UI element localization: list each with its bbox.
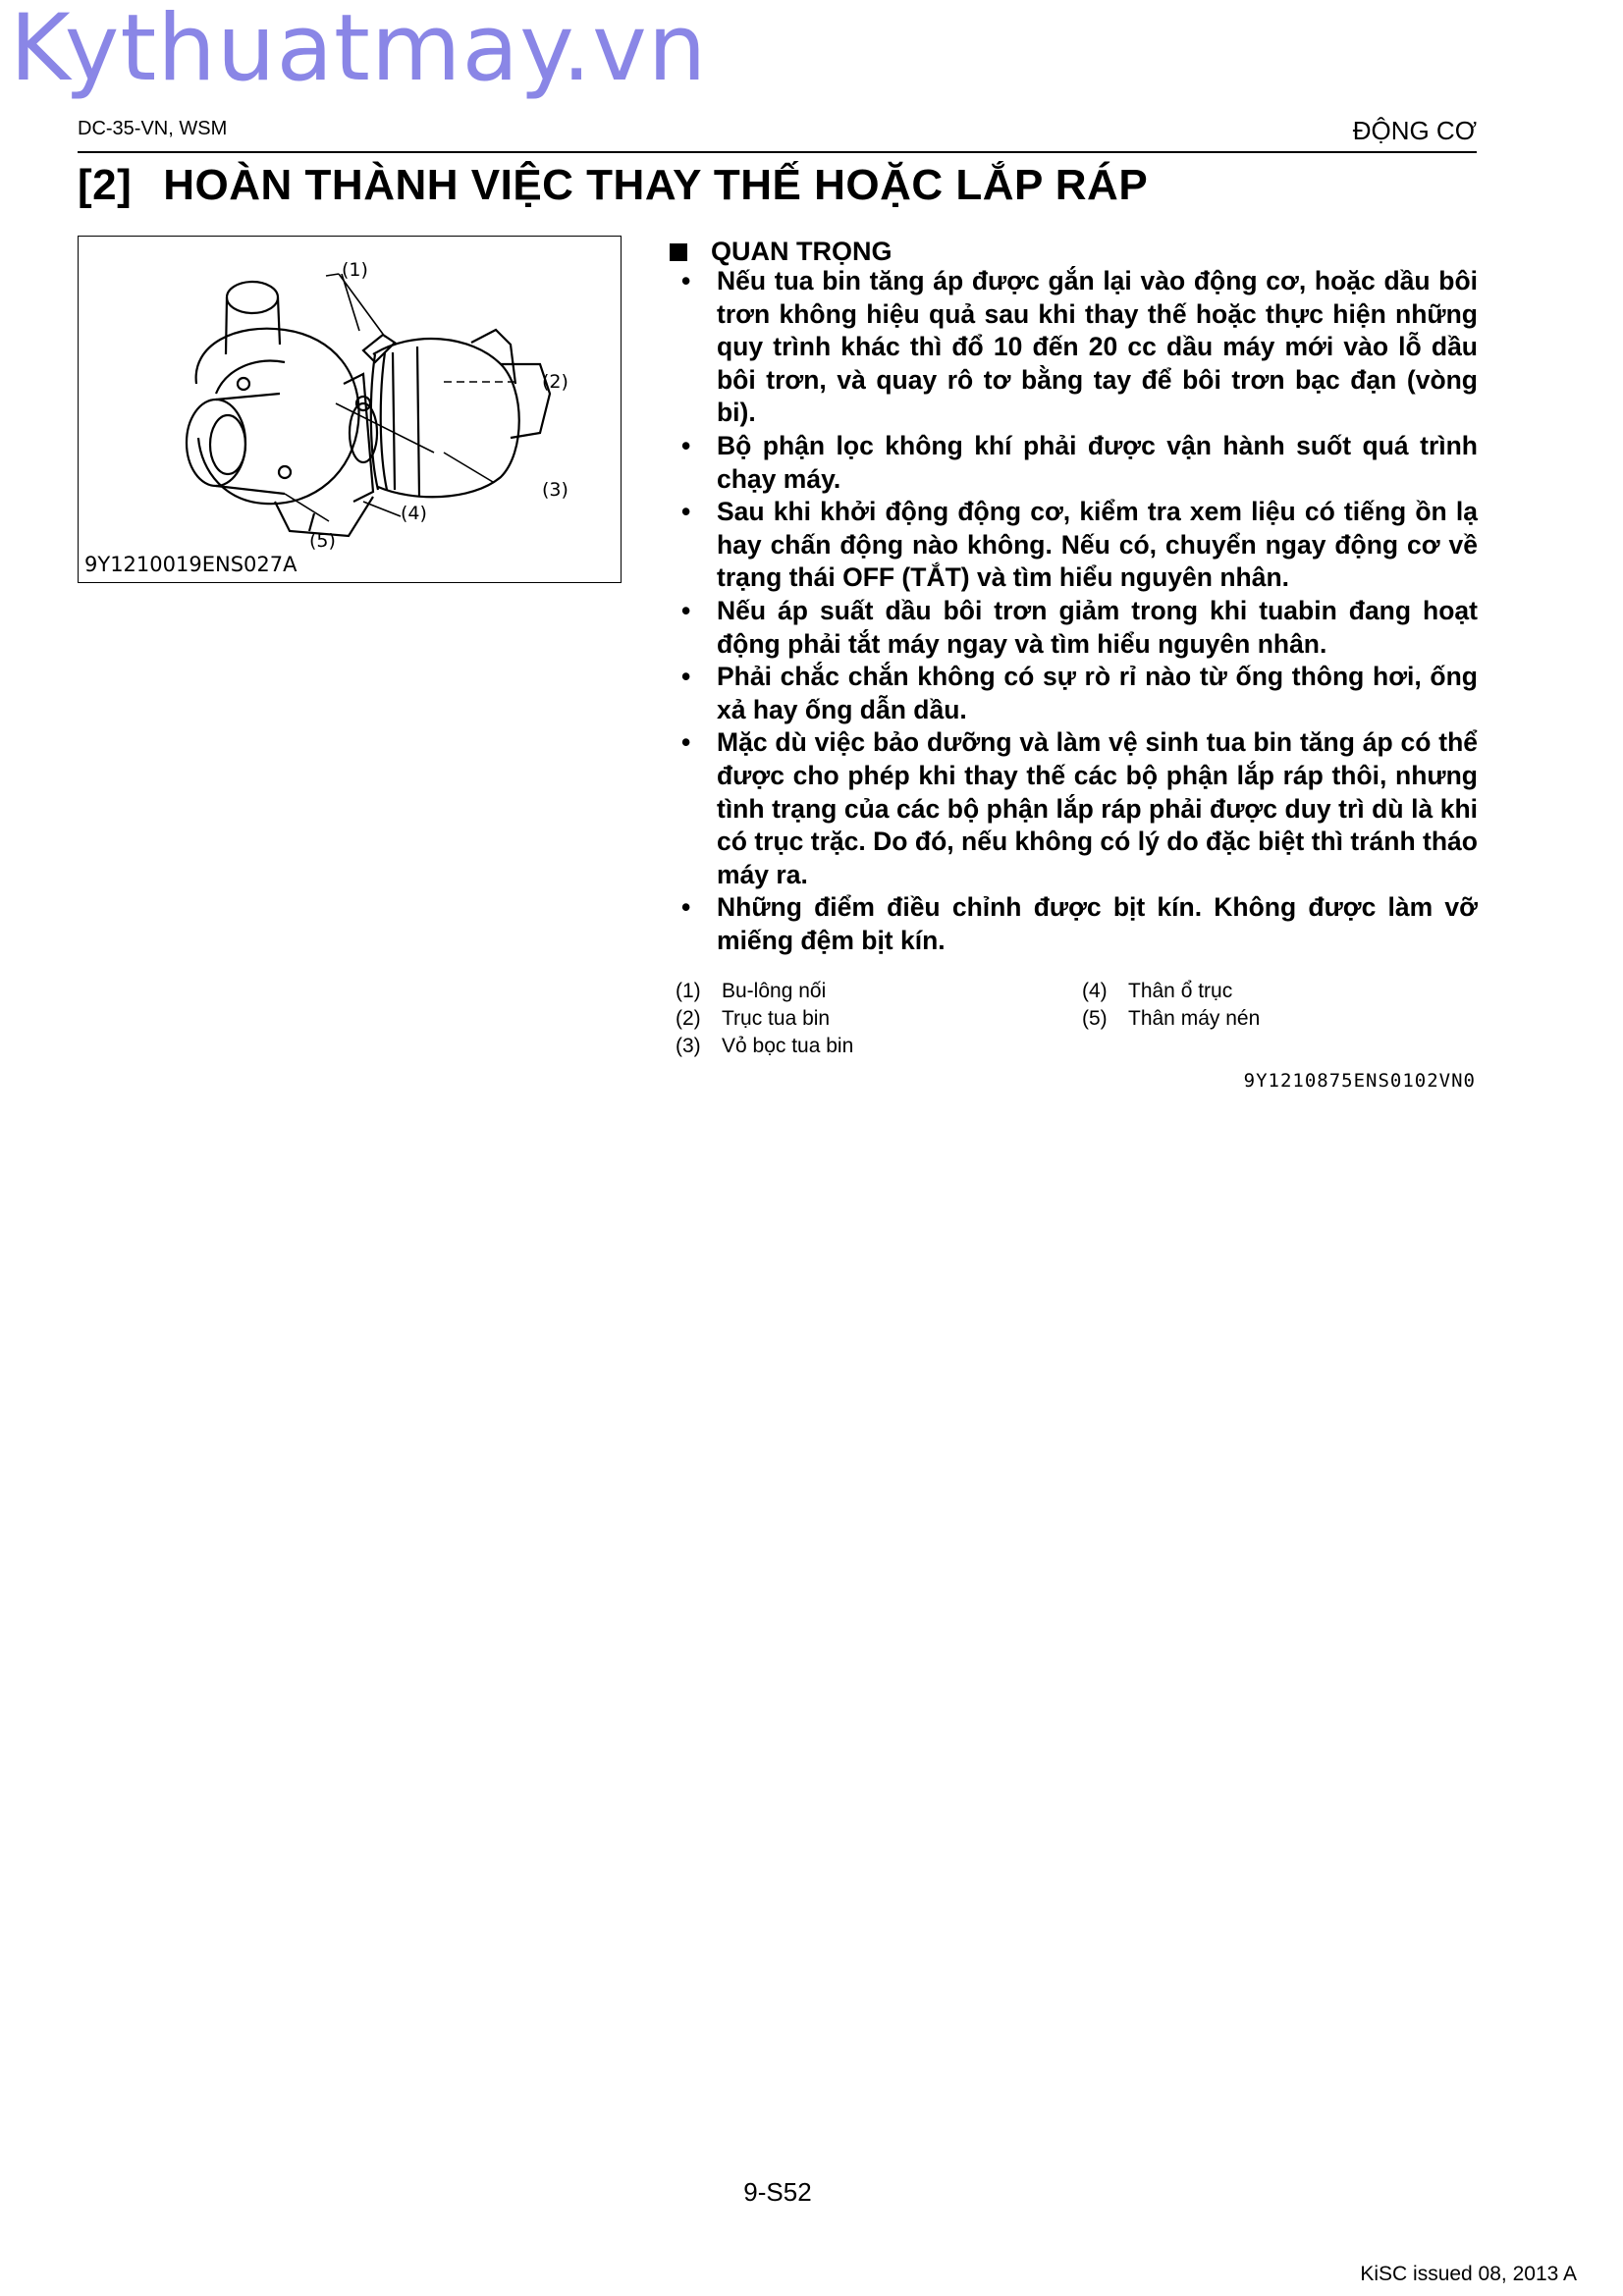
legend-label: Thân máy nén xyxy=(1128,1007,1261,1030)
list-item: • Bộ phận lọc không khí phải được vận hành suốt quá trình chạy máy. xyxy=(679,430,1478,496)
list-item: • Những điểm điều chỉnh được bịt kín. Không được làm vỡ miếng đệm bịt kín. xyxy=(679,891,1478,957)
turbocharger-drawing xyxy=(79,237,622,584)
page-number: 9-S52 xyxy=(743,2177,812,2207)
legend-right xyxy=(1082,978,1260,1033)
section-number: [2] xyxy=(78,161,133,209)
list-item: • Sau khi khởi động động cơ, kiểm tra xem liệu có tiếng ồn lạ hay chấn động nào không. Nếu có, chuyển ngay động cơ về trạng thái OFF (TẮT) và tìm hiểu nguyên nhân. xyxy=(679,496,1478,595)
callout-3: (3) xyxy=(542,479,568,501)
legend-row xyxy=(1082,1005,1260,1033)
section-title xyxy=(78,161,1148,210)
legend-label: Thân ổ trục xyxy=(1128,980,1233,1002)
figure-code: 9Y1210019ENS027A xyxy=(84,553,298,576)
list-item: • Nếu áp suất dầu bôi trơn giảm trong khi tuabin đang hoạt động phải tắt máy ngay và tìm hiểu nguyên nhân. xyxy=(679,595,1478,661)
important-list xyxy=(679,265,1478,957)
callout-4: (4) xyxy=(401,503,427,524)
header-divider xyxy=(78,151,1477,153)
legend-row xyxy=(676,978,853,1005)
list-item: • Phải chắc chắn không có sự rò rỉ nào từ ống thông hơi, ống xả hay ống dẫn dầu. xyxy=(679,661,1478,726)
square-bullet-icon xyxy=(670,243,687,261)
watermark: Kythuatmay.vn xyxy=(10,0,708,102)
section-title-text: HOÀN THÀNH VIỆC THAY THẾ HOẶC LẮP RÁP xyxy=(163,161,1149,209)
important-heading-text: QUAN TRỌNG xyxy=(711,237,893,266)
list-item: • Mặc dù việc bảo dưỡng và làm vệ sinh tua bin tăng áp có thể được cho phép khi thay thế các bộ phận lắp ráp thôi, nhưng tình trạng của các bộ phận lắp ráp phải được duy trì dù là khi có trục trặc. Do đó, nếu không có lý do đặc biệt thì tránh tháo máy ra. xyxy=(679,726,1478,891)
legend-number: (3) xyxy=(676,1035,701,1057)
callout-1: (1) xyxy=(342,259,368,281)
legend-row xyxy=(676,1033,853,1060)
legend-number: (4) xyxy=(1082,980,1108,1002)
legend-number: (1) xyxy=(676,980,701,1002)
legend-label: Trục tua bin xyxy=(722,1007,831,1030)
reference-code: 9Y1210875ENS0102VN0 xyxy=(1243,1070,1476,1092)
list-item: • Nếu tua bin tăng áp được gắn lại vào động cơ, hoặc dầu bôi trơn không hiệu quả sau khi thay thế hoặc thực hiện những quy trình khác thì đổ 10 đến 20 cc dầu máy mới vào lỗ dầu bôi trơn, và quay rô tơ bằng tay để bôi trơn bạc đạn (vòng bi). xyxy=(679,265,1478,430)
legend-number: (2) xyxy=(676,1007,701,1030)
important-heading xyxy=(670,237,893,267)
legend-row xyxy=(676,1005,853,1033)
footer-issue: KiSC issued 08, 2013 A xyxy=(1360,2263,1577,2285)
legend-number: (5) xyxy=(1082,1007,1108,1030)
legend-label: Bu-lông nối xyxy=(722,980,827,1002)
callout-2: (2) xyxy=(542,371,568,393)
turbocharger-figure xyxy=(78,236,622,583)
legend-row xyxy=(1082,978,1260,1005)
header-section: ĐỘNG CƠ xyxy=(1352,116,1477,145)
callout-5: (5) xyxy=(309,530,336,552)
legend-left xyxy=(676,978,853,1060)
header-doc-code: DC-35-VN, WSM xyxy=(78,118,228,139)
legend-label: Vỏ bọc tua bin xyxy=(722,1035,854,1057)
